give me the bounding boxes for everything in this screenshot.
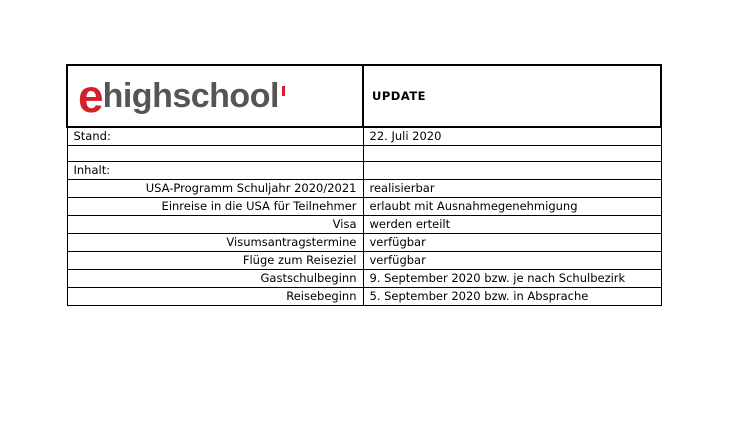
row-label: Einreise in die USA für Teilnehmer [67,198,363,216]
stand-row [67,127,661,146]
row-value: werden erteilt [363,216,661,234]
row-label: Visumsantragstermine [67,234,363,252]
row-value: erlaubt mit Ausnahmegenehmigung [363,198,661,216]
row-label: Flüge zum Reiseziel [67,252,363,270]
row-value: 5. September 2020 bzw. in Absprache [363,288,661,306]
inhalt-row [67,162,661,180]
blank-row [67,146,661,162]
inhalt-label: Inhalt: [67,162,363,180]
row-label: Reisebeginn [67,288,363,306]
row-label: USA-Programm Schuljahr 2020/2021 [67,180,363,198]
inhalt-value [363,162,661,180]
row-value: 9. September 2020 bzw. je nach Schulbezirk [363,270,661,288]
table-row [67,270,661,288]
blank-cell-right [363,146,661,162]
logo-cell [67,65,363,127]
table-row [67,252,661,270]
blank-cell-left [67,146,363,162]
row-label: Gastschulbeginn [67,270,363,288]
table-row [67,180,661,198]
row-label: Visa [67,216,363,234]
logo-e: e [78,70,103,122]
table-row [67,288,661,306]
stand-label: Stand: [67,127,363,146]
row-value: verfügbar [363,234,661,252]
ehighschool-logo [68,66,362,126]
stand-value: 22. Juli 2020 [363,127,661,146]
update-table [66,64,662,306]
logo-mark-icon [282,86,285,96]
row-value: realisierbar [363,180,661,198]
table-row [67,234,661,252]
table-row [67,216,661,234]
logo-text: highschool [102,77,279,115]
row-value: verfügbar [363,252,661,270]
header-row [67,65,661,127]
page-title: UPDATE [363,65,661,127]
table-row [67,198,661,216]
